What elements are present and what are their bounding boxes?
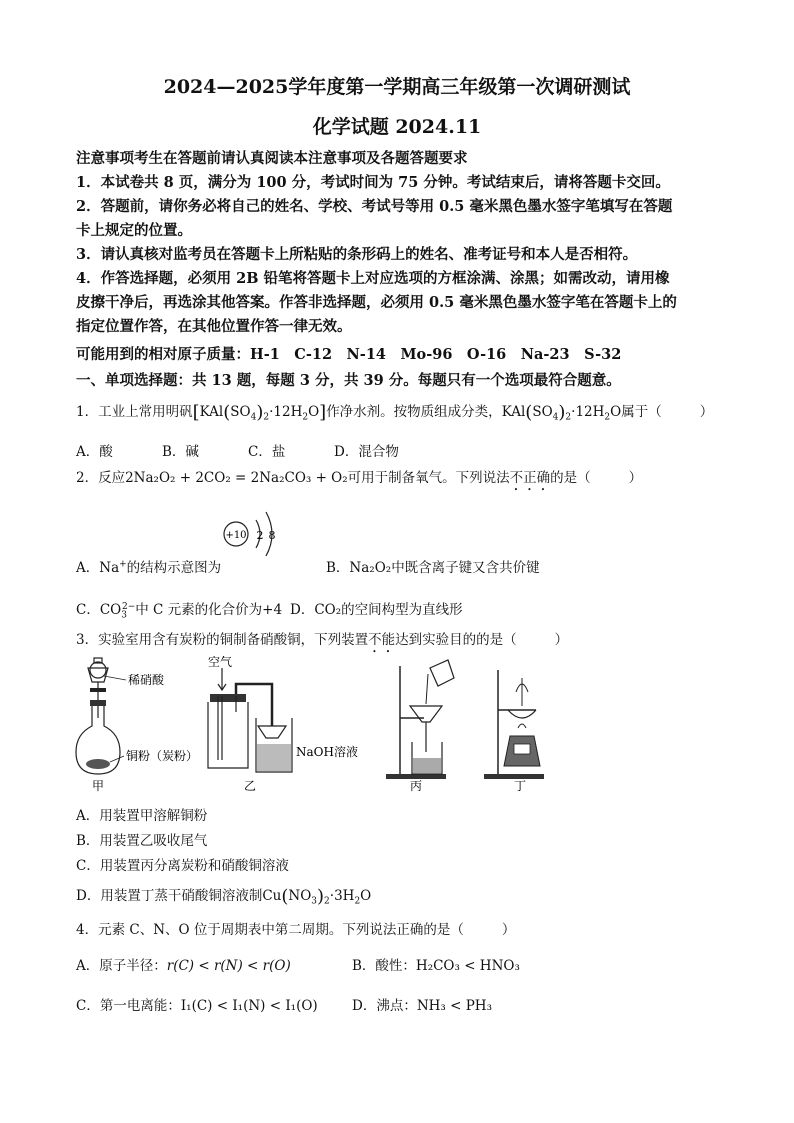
section-heading: 一、单项选择题：共 13 题，每题 3 分，共 39 分。每题只有一个选项最符合题意。 (76, 372, 621, 389)
question-2-equation: 2Na₂O₂ + 2CO₂ = 2Na₂CO₃ + O₂ (125, 470, 348, 486)
question-4-stem: 4．元素 C、N、O 位于周期表中第二周期。下列说法正确的是（ ） (76, 922, 516, 938)
question-3-option-d: D．用装置丁蒸干硝酸铜溶液制$Cu(NO_3)_2\cdot 3H_2O$ (76, 886, 372, 907)
notice-item-3: 3．请认真核对监考员在答题卡上所粘贴的条形码上的姓名、准考证号和本人是否相符。 (76, 246, 638, 263)
notice-item-4-end: 指定位置作答，在其他位置作答一律无效。 (76, 318, 352, 335)
label-dilute-nitric-acid: 稀硝酸 (128, 673, 165, 687)
notice-heading: 注意事项考生在答题前请认真阅读本注意事项及各题答题要求 (76, 150, 468, 167)
question-3-option-b: B．用装置乙吸收尾气 (76, 833, 208, 849)
notice-item-4: 4．作答选择题，必须用 2B 铅笔将答题卡上对应选项的方框涂满、涂黑；如需改动，请用橡 (76, 270, 670, 287)
question-1-option-a: A．酸 (76, 444, 113, 460)
page-subtitle: 化学试题 2024.11 (312, 116, 482, 138)
question-3-option-a: A．用装置甲溶解铜粉 (76, 808, 208, 824)
sodium-ion-structure-diagram (222, 506, 292, 576)
question-4-option-b: B．酸性：H₂CO₃ < HNO₃ (352, 958, 520, 974)
question-4-option-d: D．沸点：NH₃ < PH₃ (352, 998, 492, 1014)
label-naoh-solution: NaOH溶液 (296, 745, 358, 759)
question-2-option-c: C．$CO_3^{2-}$中 C 元素的化合价为+4 (76, 601, 283, 621)
shell-1-count: 2 (256, 529, 264, 542)
label-yi: 乙 (244, 779, 257, 793)
label-jia: 甲 (92, 779, 105, 793)
apparatus-bing (386, 660, 454, 779)
question-3-option-c: C．用装置丙分离炭粉和硝酸铜溶液 (76, 858, 289, 874)
atomic-masses: 可能用到的相对原子质量：H-1 C-12 N-14 Mo-96 O-16 Na-23 S-32 (76, 346, 622, 363)
question-4-option-a: A．原子半径：r(C) < r(N) < r(O) (76, 958, 291, 974)
question-2-stem: 2．反应2Na₂O₂ + 2CO₂ = 2Na₂CO₃ + O₂可用于制备氧气。下列说法不正确的是（ ） (76, 470, 643, 486)
label-copper-powder: 铜粉（炭粉） (126, 749, 199, 763)
shell-2-count: 8 (268, 529, 276, 542)
question-2-option-b: B．Na₂O₂中既含离子键又含共价键 (326, 560, 540, 576)
notice-item-2: 2．答题前，请你务必将自己的姓名、学校、考试号等用 0.5 毫米黑色墨水签字笔填写在答题 (76, 198, 673, 215)
question-1-option-c: C．盐 (248, 444, 286, 460)
question-1-option-d: D．混合物 (334, 444, 399, 460)
notice-item-2-cont: 卡上规定的位置。 (76, 222, 192, 239)
question-1-stem: 1．工业上常用明矾$[KAl(SO_4)_2\cdot 12H_2O]$作净水剂。按物质组成分类，$KAl(SO_4)_2\cdot 12H_2O$属于（ ） (76, 402, 714, 423)
label-bing: 丙 (410, 779, 423, 793)
notice-item-1: 1．本试卷共 8 页，满分为 100 分，考试时间为 75 分钟。考试结束后，请将答题卡交回。 (76, 174, 670, 191)
apparatus-jia (76, 658, 126, 774)
page-title: 2024—2025学年度第一学期高三年级第一次调研测试 (163, 76, 631, 98)
question-2-option-d: D．CO₂的空间构型为直线形 (290, 602, 463, 618)
apparatus-yi (208, 668, 292, 772)
label-air: 空气 (208, 656, 233, 669)
label-ding: 丁 (514, 779, 527, 793)
question-2-option-a: A．Na+的结构示意图为 (76, 559, 222, 576)
question-3-stem: 3．实验室用含有炭粉的铜制备硝酸铜，下列装置不能达到实验目的的是（ ） (76, 632, 569, 648)
apparatus-figure (70, 656, 550, 796)
apparatus-ding (484, 670, 544, 779)
notice-item-4-cont: 皮擦干净后，再选涂其他答案。作答非选择题，必须用 0.5 毫米黑色墨水签字笔在答题卡上的 (76, 294, 677, 311)
question-1-option-b: B．碱 (162, 444, 199, 460)
question-4-option-c: C．第一电离能：I₁(C) < I₁(N) < I₁(O) (76, 998, 318, 1014)
nucleus-charge: +10 (225, 530, 247, 541)
